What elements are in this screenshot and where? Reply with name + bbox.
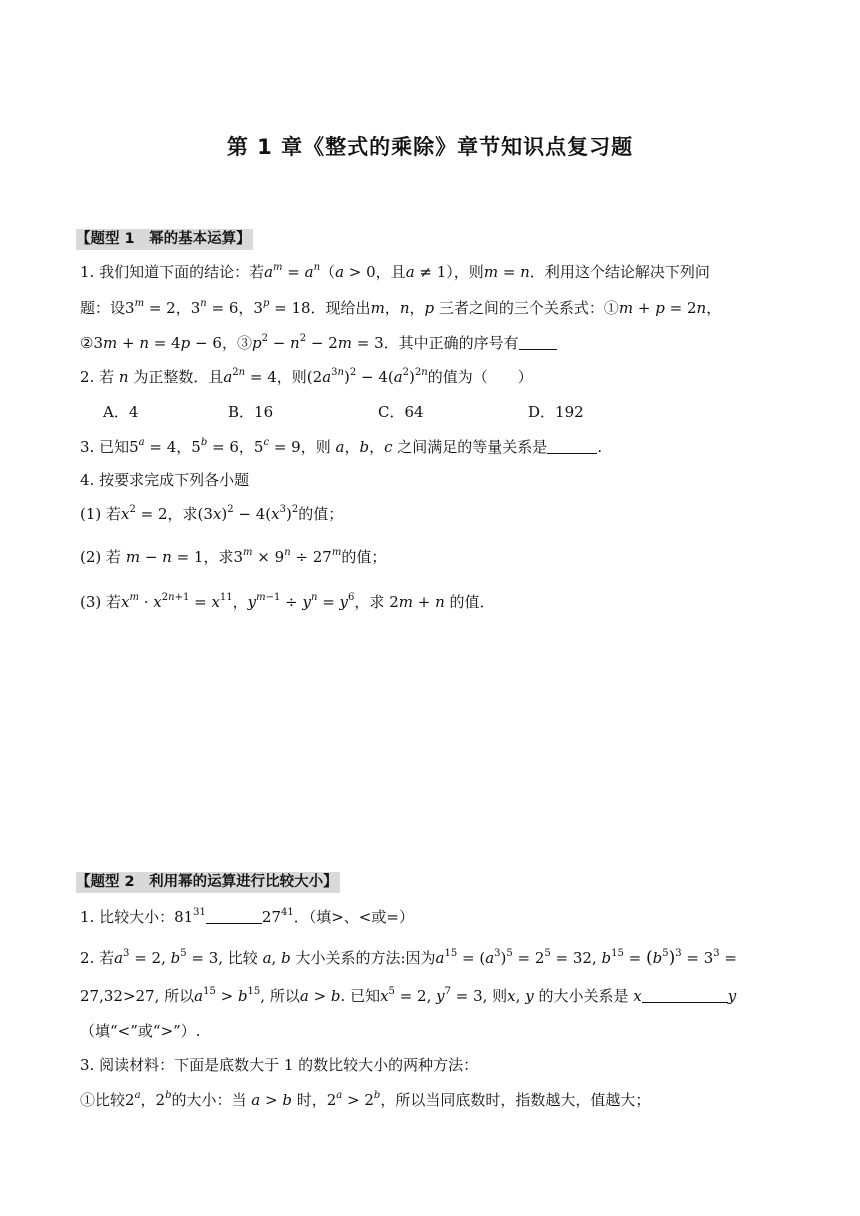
section-2-question-2-line-1: 2. 若$a^3 = 2$, $b^5 = 3$, 比较 a, b 大小关系的方法:因为$a^{15} = (a^3)^5 = 2^5 = 32$, $b^{15} = (b^5)^3 = 3^3$ = bbox=[80, 948, 737, 968]
section-heading-1: 【题型 1 幂的基本运算】 bbox=[76, 229, 253, 250]
option-c: C．64 bbox=[378, 403, 424, 421]
section-2-question-3-line-2: ①比较2$^a$，2$^b$的大小：当 a > b 时，$2^a > 2^b$，所以当同底数时，指数越大，值越大； bbox=[80, 1090, 651, 1109]
question-1-line-1: 1. 我们知道下面的结论：若$a^m = a^n(a > 0$，且a ≠ 1），则m = n．利用这个结论解决下列问 bbox=[80, 262, 710, 281]
option-d: D．192 bbox=[528, 403, 584, 421]
answer-blank bbox=[547, 438, 597, 454]
section-2-question-2-line-3: （填“<”或“>”）. bbox=[80, 1022, 201, 1040]
question-1-line-2: 题：设$3^m = 2$，$3^n = 6$，$3^p = 18$．现给出m，n，p 三者之间的三个关系式：①m + p = 2n， bbox=[80, 298, 722, 317]
page-title: 第 1 章《整式的乘除》章节知识点复习题 bbox=[226, 135, 634, 159]
section-2-question-2-line-2: 27,32>27, 所以$a^{15} > b^{15}$, 所以a > b. 已知$x^5 = 2$, $y^7 = 3$, 则x, y 的大小关系是 x y bbox=[80, 986, 737, 1005]
question-4-part-2: (2) 若 m − n = 1，求$3^m \times 9^n \div 27^m$的值； bbox=[80, 547, 387, 566]
question-1-line-3: ②3m + n = 4p − 6，$③p^2 - n^2 - 2m = 3$．其中正确的序号有 bbox=[80, 332, 557, 354]
answer-blank bbox=[206, 908, 262, 924]
option-b: B．16 bbox=[228, 403, 274, 421]
answer-blank bbox=[642, 987, 728, 1003]
question-4-part-3: (3) 若$x^m \cdot x^{2n+1} = x^{11}$，$y^{m-1} \div y^n = y^6$，求 2m + n 的值． bbox=[80, 592, 495, 611]
section-2-question-1: 1. 比较大小：$81^{31}$ $27^{41}$．（填>、<或=） bbox=[80, 907, 414, 926]
section-2-question-3-line-1: 3. 阅读材料：下面是底数大于 1 的数比较大小的两种方法： bbox=[80, 1056, 479, 1074]
answer-blank bbox=[519, 334, 557, 350]
question-4-stem: 4. 按要求完成下列各小题 bbox=[80, 471, 250, 489]
question-3: 3. 已知$5^a = 4$，$5^b = 6$，$5^c = 9$，则 a，b，c 之间满足的等量关系是 . bbox=[80, 437, 603, 456]
question-4-part-1: (1) 若$x^2 = 2$，求$(3x)^2 - 4(x^3)^2$的值； bbox=[80, 504, 344, 523]
option-a: A．4 bbox=[103, 403, 139, 421]
question-2-stem: 2. 若 n 为正整数．且$a^{2n} = 4$，则$(2a^{3n})^2 - 4(a^2)^{2n}$的值为（ ） bbox=[80, 367, 533, 386]
section-heading-2: 【题型 2 利用幂的运算进行比较大小】 bbox=[76, 872, 340, 893]
